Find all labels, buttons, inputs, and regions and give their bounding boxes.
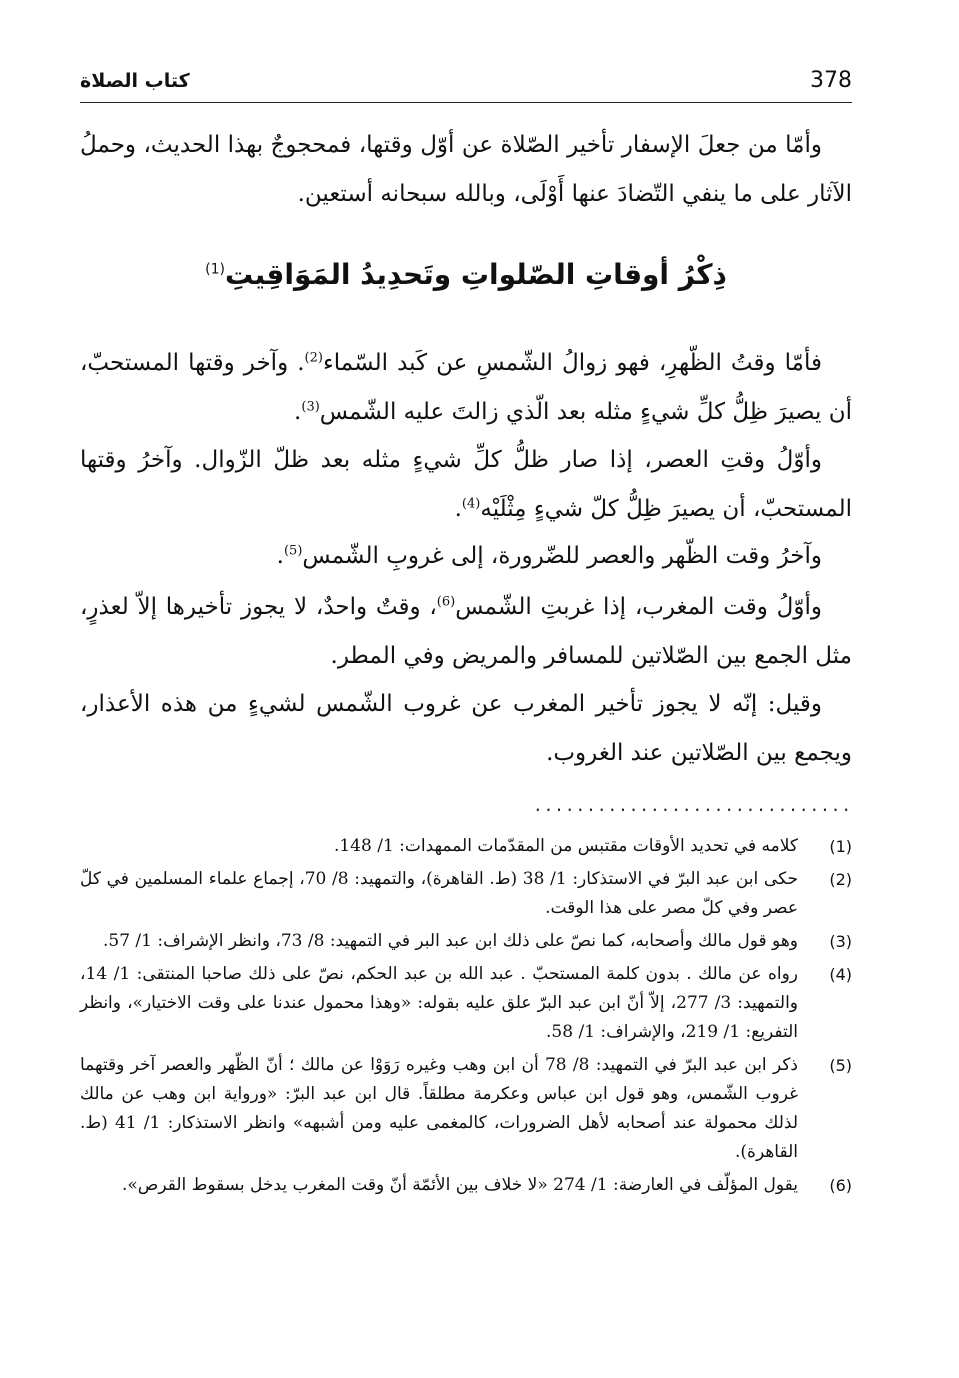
footnote-ref: (4)	[461, 496, 481, 512]
section-heading	[80, 258, 852, 291]
paragraph-text: .	[454, 496, 462, 522]
footnote	[80, 960, 852, 1047]
paragraph-text: وأوّلُ وقت المغرب، إذا غربتِ الشّمس	[455, 594, 822, 620]
paragraph-maghrib	[80, 583, 852, 681]
footnotes	[80, 832, 852, 1204]
footnote-text: وهو قول مالك وأصحابه، كما نصّ على ذلك ابن عبد البر في التمهيد: 8/ 73، وانظر الإشراف: 1/ 57.	[102, 931, 798, 951]
footnote-text: كلامه في تحديد الأوقات مقتبس من المقدّمات الممهدات: 1/ 148.	[333, 836, 798, 856]
paragraph-text: وأوّلُ وقتِ العصر، إذا صار ظلُّ كلِّ شيءٍ مثله بعد ظلّ الزّوال. وآخرُ وقتها المستحبّ، أن يصيرَ ظِلُّ كلّ شيءٍ مِثْلَيْه	[80, 447, 852, 522]
footnote-number: (6)	[829, 1176, 852, 1195]
paragraph-opinion	[80, 680, 852, 778]
footnote-ref: (1)	[205, 261, 225, 278]
footnote-number: (4)	[829, 965, 852, 984]
paragraph-text: . وآخر وقتها المستحبّ، أن يصيرَ ظِلُّ كلِّ شيءٍ مثله بعد الّذي زالتَ عليه الشّمس	[80, 350, 852, 425]
page-header	[80, 66, 852, 103]
footnote-text: ذكر ابن عبد البرّ في التمهيد: 8/ 78 أن ابن وهب وغيره رَوَوْا عن مالك ؛ أنّ الظّهر والعصر آخر وقتهما غروب الشّمس، وهو قول ابن عباس وعكرمة مطلقاً. قال ابن عبد البرّ: «ورواية ابن وهب عن مالك لذلك محمولة عند أصحابه لأهل الضرورات، كالمغمى عليه ومن أشبهه» وانظر الاستذكار: 1/ 41 (ط. القاهرة).	[80, 1055, 798, 1162]
footnote-ref: (6)	[436, 594, 456, 610]
paragraph-text: ، وقتٌ واحدٌ، لا يجوز تأخيرها إلاّ لعذرٍ، مثل الجمع بين الصّلاتين للمسافر والمريض وفي المطر.	[80, 594, 852, 669]
paragraph-text: وآخرُ وقت الظّهر والعصر للضّرورة، إلى غروبِ الشّمس	[302, 543, 822, 569]
footnote	[80, 1171, 852, 1200]
footnote	[80, 865, 852, 923]
footnote-separator: ..............................	[533, 796, 852, 815]
paragraph-dhuhr	[80, 339, 852, 437]
intro-paragraph: وأمّا من جعلَ الإسفار تأخير الصّلاة عن أوّل وقتها، فمحجوجٌ بهذا الحديث، وحملُ الآثار على ما ينفي التّضادَ عنها أَوْلَى، وبالله سبحانه أستعين.	[80, 132, 852, 207]
paragraph-necessity	[80, 532, 852, 581]
footnote	[80, 832, 852, 861]
paragraph-text: .	[294, 399, 302, 425]
footnote-number: (1)	[829, 837, 852, 856]
footnote-number: (2)	[829, 870, 852, 889]
footnote-number: (5)	[829, 1056, 852, 1075]
footnote-text: رواه عن مالك . بدون كلمة المستحبّ . عبد الله بن عبد الحكم، نصّ على ذلك صاحبا المنتقى: 1/ 14، والتمهيد: 3/ 277، إلاّ أنّ ابن عبد البرّ علق عليه بقوله: «وهذا محمول عندنا على وقت الاختيار»، وانظر التفريع: 1/ 219، والإشراف: 1/ 58.	[80, 964, 798, 1042]
footnote-ref: (2)	[304, 350, 323, 366]
footnote-ref: (5)	[283, 543, 303, 559]
paragraph-text: فأمّا وقتُ الظّهرِ، فهو زوالُ الشّمسِ عن كَبد السّماء	[322, 350, 822, 376]
footnote	[80, 927, 852, 956]
footnote	[80, 1051, 852, 1167]
paragraph-asr	[80, 436, 852, 534]
section-heading-text: ذِكْرُ أوقاتِ الصّلواتِ وتَحدِيدُ المَوَاقِيتِ	[224, 258, 727, 291]
footnote-text: حكى ابن عبد البرّ في الاستذكار: 1/ 38 (ط. القاهرة)، والتمهيد: 8/ 70، إجماع علماء المسلمين في كلّ عصر وفي كلّ مصر على هذا الوقت.	[80, 869, 798, 918]
paragraph-text: وقيل: إنّه لا يجوز تأخير المغرب عن غروب الشّمس لشيءٍ من هذه الأعذار، ويجمع بين الصّلاتين عند الغروب.	[80, 691, 852, 766]
page-number: 378	[810, 68, 852, 93]
footnote-number: (3)	[829, 932, 852, 951]
paragraph-text: .	[276, 543, 284, 569]
running-title: كتاب الصلاة	[80, 70, 190, 92]
footnote-text: يقول المؤلّف في العارضة: 1/ 274 «لا خلاف بين الأئمّة أنّ وقت المغرب يدخل بسقوط القرص».	[122, 1175, 798, 1195]
footnote-ref: (3)	[301, 399, 320, 415]
